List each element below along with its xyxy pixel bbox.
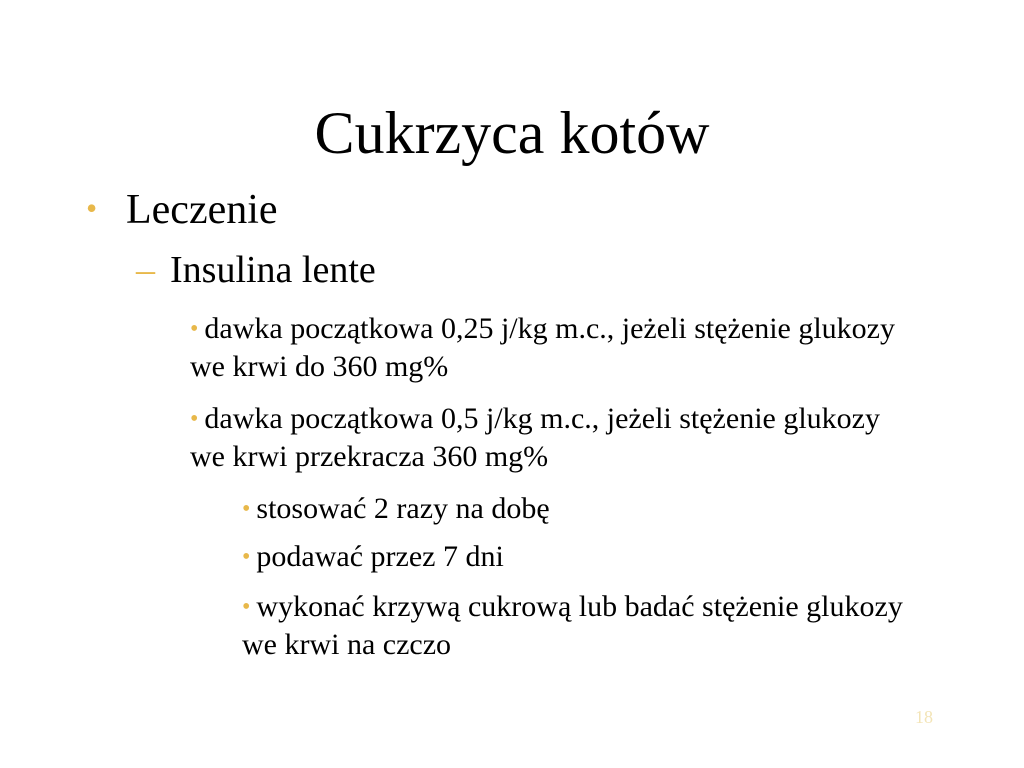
bullet-text: stosować 2 razy na dobę — [256, 492, 550, 525]
slide-title: Cukrzyca kotów — [314, 100, 710, 166]
bullet-text: wykonać krzywą cukrową lub badać stężenie glukozy we krwi na czczo — [242, 590, 903, 661]
bullet-text: podawać przez 7 dni — [256, 540, 504, 573]
bullet-dot-icon: • — [242, 544, 251, 570]
bullet-dot-icon: • — [242, 594, 251, 620]
page-number: 18 — [915, 707, 933, 727]
bullet-level3 — [190, 310, 910, 386]
bullet-level3 — [190, 400, 910, 476]
bullet-text: dawka początkowa 0,5 j/kg m.c., jeżeli stężenie glukozy we krwi przekracza 360 mg% — [190, 402, 880, 473]
bullet-text: dawka początkowa 0,25 j/kg m.c., jeżeli stężenie glukozy we krwi do 360 mg% — [190, 312, 895, 383]
bullet-level2 — [136, 246, 376, 294]
bullet-dot-icon: • — [190, 406, 199, 432]
bullet-dot-icon: • — [190, 316, 199, 342]
bullet-level4 — [242, 538, 922, 576]
bullet-text: Insulina lente — [170, 249, 376, 291]
bullet-dot-icon: • — [242, 496, 251, 522]
bullet-text: Leczenie — [126, 187, 278, 233]
bullet-level4 — [242, 490, 922, 528]
dash-icon: – — [136, 249, 155, 291]
bullet-level1 — [86, 182, 278, 236]
bullet-level4 — [242, 588, 922, 664]
bullet-dot-icon: • — [86, 190, 98, 226]
